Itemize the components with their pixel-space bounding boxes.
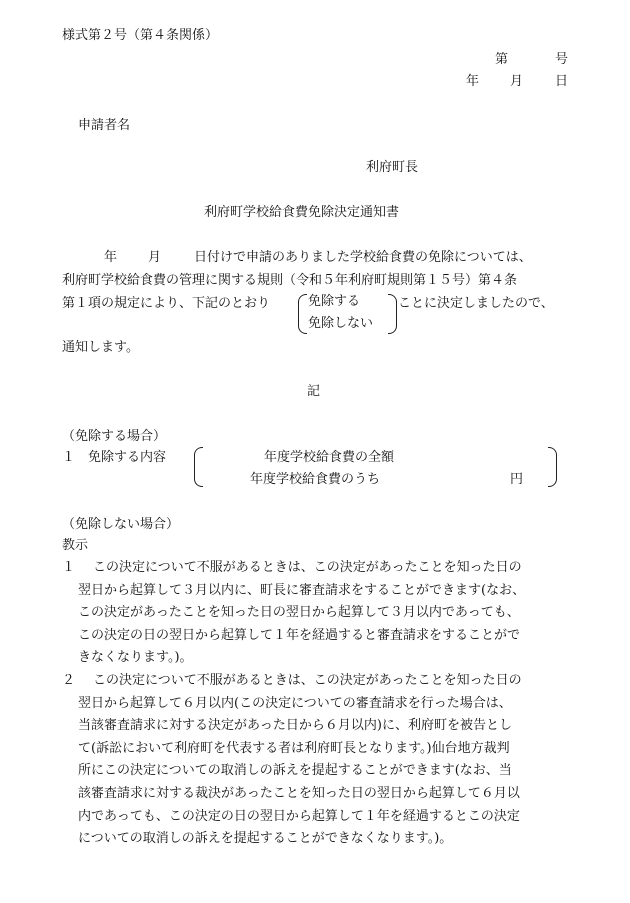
item1-line: この決定の日の翌日から起算して１年を経過すると審査請求をすることがで — [78, 627, 521, 643]
item2-line: についての取消しの訴えを提起することができなくなります。)。 — [78, 831, 453, 847]
body-line2: 利府町学校給食費の管理に関する規則（令和５年利府町規則第１５号）第４条 — [62, 273, 518, 288]
document-title: 利府町学校給食費免除決定通知書 — [204, 205, 400, 220]
item2-line: 所にこの決定についての取消しの訴えを提起することができます(なお、当 — [78, 763, 512, 779]
doc-date-day: 日 — [555, 74, 569, 89]
doc-date-month: 月 — [510, 74, 524, 89]
item1-line: この決定があったことを知った日の翌日から起算して３月以内であっても、 — [78, 605, 520, 621]
issuer: 利府町長 — [366, 160, 419, 175]
item2-line: 当該審査請求に対する決定があった日から６月以内)に、利府町を被告とし — [78, 718, 512, 734]
exempt-bracket-right — [548, 447, 557, 487]
item1-line: この決定について不服があるときは、この決定があったことを知った日の — [93, 560, 522, 575]
exempt-heading: （免除する場合） — [62, 429, 167, 444]
item2-line: この決定について不服があるときは、この決定があったことを知った日の — [93, 673, 522, 688]
item2-line: て(訴訟において利府町を代表する者は利府町長となります。)仙台地方裁判 — [78, 740, 510, 756]
item2-line: 翌日から起算して６月以内(この決定についての審査請求を行った場合は、 — [78, 695, 512, 711]
body-line4: 通知します。 — [62, 340, 139, 355]
form-label: 様式第２号（第４条関係） — [62, 28, 219, 43]
option-exempt: 免除する — [308, 294, 361, 309]
option-bracket-right — [388, 294, 397, 334]
exempt-option-full: 年度学校給食費の全額 — [264, 450, 395, 465]
option-not-exempt: 免除しない — [308, 316, 374, 331]
doc-number-dai: 第 — [495, 52, 509, 67]
body-line3-after: ことに決定しましたので、 — [398, 296, 554, 311]
doc-number-go: 号 — [555, 52, 569, 67]
body-month: 月 — [148, 250, 162, 265]
item1-line: きなくなります。)。 — [78, 650, 193, 666]
body-line3-before: 第１項の規定により、下記のとおり — [62, 296, 271, 311]
instruction-label: 教示 — [62, 538, 89, 553]
doc-date-year: 年 — [466, 74, 480, 89]
ki-label: 記 — [307, 384, 321, 399]
exempt-bracket-left — [194, 447, 203, 487]
not-exempt-heading: （免除しない場合） — [62, 517, 180, 532]
item2-line: 内であっても、この決定の日の翌日から起算して１年を経過するとこの決定 — [78, 808, 520, 824]
option-bracket-left — [298, 294, 307, 334]
item1-number: １ — [62, 560, 76, 575]
item1-line: 翌日から起算して３月以内に、町長に審査請求をすることができます(なお、 — [78, 582, 526, 598]
item2-number: ２ — [62, 673, 76, 688]
body-line1: 日付けで申請のありました学校給食費の免除については、 — [194, 250, 532, 265]
exempt-item-label: １ 免除する内容 — [62, 450, 167, 465]
body-year: 年 — [104, 250, 118, 265]
exempt-option-partial: 年度学校給食費のうち — [250, 472, 381, 487]
applicant-label: 申請者名 — [78, 118, 131, 133]
exempt-yen-unit: 円 — [510, 472, 524, 487]
item2-line: 該審査請求に対する裁決があったことを知った日の翌日から起算して６月以 — [78, 786, 520, 801]
